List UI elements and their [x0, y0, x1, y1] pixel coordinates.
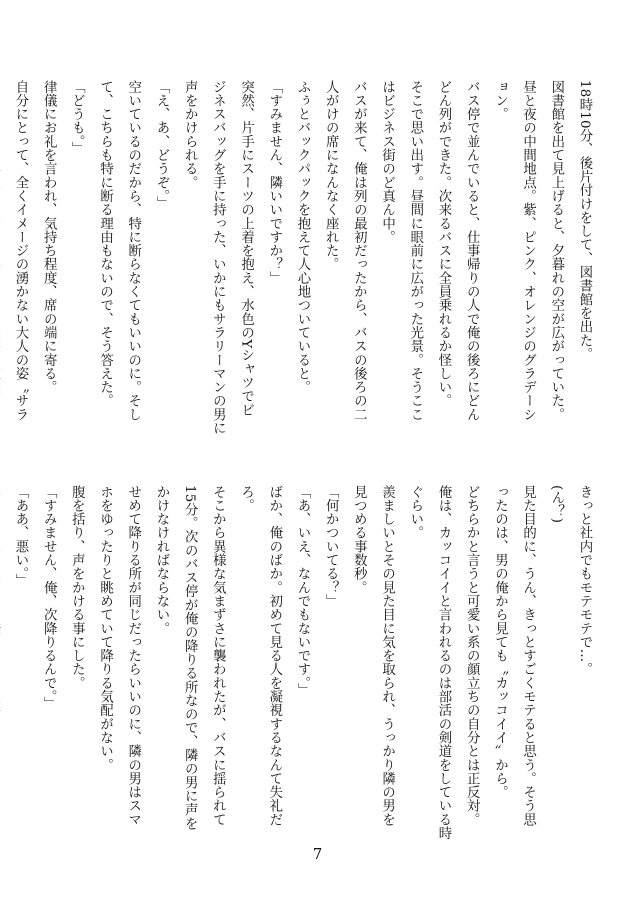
text-line: バス停で並んでいると、仕事帰りの人で俺の後ろにどん — [464, 80, 480, 422]
text-line: 腹を括り、声をかける事にした。 — [69, 485, 85, 690]
text-line: 「え、あ、どうぞ。」 — [153, 80, 169, 210]
text-line: 昼と夜の中間地点。紫、ピンク、オレンジのグラデーシ — [520, 80, 536, 422]
text-line: 「ああ、悪い。」 — [12, 485, 28, 588]
text-block-top — [12, 80, 598, 435]
text-line: 18時10分、後片付けをして、図書館を出た。 — [577, 80, 592, 361]
text-line: 羨ましいとその見た目に気を取られ、うっかり隣の男を — [379, 485, 395, 827]
text-line: 自分にとって、全くイメージの湧かない大人の姿〝サラ — [12, 80, 28, 422]
text-line: ろ。 — [238, 485, 254, 513]
text-line: (ん？) — [548, 485, 564, 524]
page-number: 7 — [312, 845, 323, 863]
text-line: 見た目的に、うん、きっとすごくモテると思う。そう思 — [520, 485, 536, 827]
text-line: どん列ができた。次来るバスに全員乗れるか怪しい。 — [435, 80, 451, 408]
text-line: かけなければならない。 — [153, 485, 169, 636]
text-line: 空いているのだから、特に断らなくてもいいのに。そし — [125, 80, 141, 422]
text-line: て、こちらも特に断る理由もないので、そう答えた。 — [97, 80, 113, 408]
text-line: 「どうも。」 — [69, 80, 85, 156]
text-line: ジネスバッグを手に持った、いかにもサラリーマンの男に — [210, 80, 226, 435]
text-line: 突然、片手にスーツの上着を抱え、水色のYシャツでビ — [238, 80, 254, 417]
text-line: 図書館を出て見上げると、夕暮れの空が広がっていた。 — [548, 80, 564, 422]
text-line: 「あ、いえ、なんでもないです。」 — [294, 485, 310, 697]
text-line: 見つめる事数秒。 — [351, 485, 367, 595]
text-line: 声をかけられる。 — [182, 80, 198, 190]
text-line: ばか、俺のばか。初めて見る人を凝視するなんて失礼だ — [266, 485, 282, 827]
text-line: ぐらい。 — [407, 485, 423, 540]
text-line: 「すみません、俺、次降りるんで。」 — [41, 485, 57, 711]
text-line: ョン。 — [492, 80, 508, 121]
text-line: ふぅとバックパックを抱えて人心地ついていると。 — [294, 80, 310, 394]
text-line: ホをゆったりと眺めていて降りる気配がない。 — [97, 485, 113, 772]
text-line: そこで思い出す。昼間に眼前に広がった光景。そうここ — [407, 80, 423, 422]
text-line: きっと社内でもモテモテで…。 — [577, 485, 592, 677]
text-line: 「何かついてる？」 — [323, 485, 339, 608]
text-line — [0, 80, 6, 417]
text-line: バスが来て、俺は列の最初だったから、バスの後ろの二 — [351, 80, 367, 422]
text-line: せめて降りる所が同じだったらいいのに、隣の男はスマ — [125, 485, 141, 827]
text-line: そこから異様な気まずさに襲われたが、バスに揺られて — [210, 485, 226, 827]
text-line: はビジネス街のど真ん中。 — [379, 80, 395, 244]
text-line: 15分。次のバス停が俺の降りる所なので、隣の男に声を — [182, 485, 198, 831]
text-line: 律儀にお礼を言われ、気持ち程度、席の端に寄る。 — [41, 80, 57, 394]
text-line: どちらかと言うと可愛い系の顔立ちの自分とは正反対。 — [464, 485, 480, 827]
text-line: 人がけの席になんなく座れた。 — [323, 80, 339, 272]
text-line — [0, 485, 6, 822]
text-line: 俺は、カッコイイと言われるのは部活の剣道をしている時 — [435, 485, 451, 840]
text-line: 「すみません、隣いいですか？」 — [266, 80, 282, 285]
text-line: ったのは、男の俺から見ても〝カッコイイ〟から。 — [492, 485, 508, 799]
text-block-bottom — [12, 485, 598, 840]
